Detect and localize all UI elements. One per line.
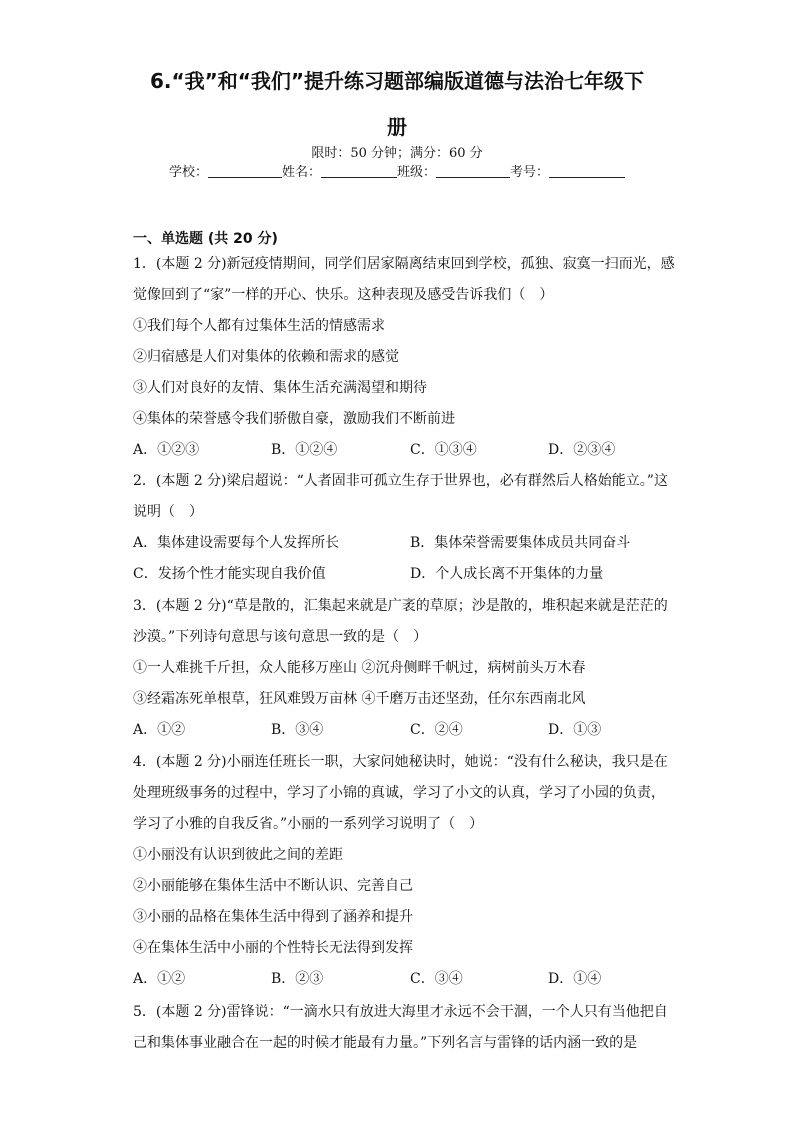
page-title-line1: 6.“我”和“我们”提升练习题部编版道德与法治七年级下 xyxy=(149,69,645,93)
question-4-option-a[interactable]: A．①② xyxy=(133,971,186,987)
question-4-item: ④在集体生活中小丽的个性特长无法得到发挥 xyxy=(133,940,413,956)
question-3-line: 3．(本题 2 分)“草是散的，汇集起来就是广袤的草原；沙是散的，堆积起来就是茫茫的 xyxy=(133,598,668,614)
question-2-option-d[interactable]: D．个人成长离不开集体的力量 xyxy=(410,566,604,582)
question-5-line: 5．(本题 2 分)雷锋说：“一滴水只有放进大海里才永远不会干涸，一个人只有当他把自 xyxy=(133,1004,668,1020)
question-1-line: 1．(本题 2 分)新冠疫情期间，同学们居家隔离结束回到学校，孤独、寂寞一扫而光，感 xyxy=(133,256,675,272)
question-5-line: 己和集体事业融合在一起的时候才能最有力量。”下列名言与雷锋的话内涵一致的是 xyxy=(133,1035,638,1051)
student-info-fields xyxy=(0,164,794,182)
question-1-item: ①我们每个人都有过集体生活的情感需求 xyxy=(133,318,385,334)
exam-no-blank[interactable] xyxy=(549,165,625,178)
name-label: 姓名： xyxy=(281,165,321,180)
question-4-option-c[interactable]: C．③④ xyxy=(410,971,463,987)
section-title: 一、单选题 (共 20 分) xyxy=(133,231,278,247)
question-3-item: ③经霜冻死单根草，狂风难毁万亩林 ④千磨万击还坚劲，任尔东西南北风 xyxy=(133,691,586,707)
time-limit: 限时：50 分钟；满分：60 分 xyxy=(311,146,483,161)
question-1-option-d[interactable]: D．②③④ xyxy=(548,442,616,458)
class-label: 班级： xyxy=(397,165,437,180)
question-3-item: ①一人难挑千斤担，众人能移万座山 ②沉舟侧畔千帆过，病树前头万木春 xyxy=(133,660,586,676)
question-3-option-a[interactable]: A．①② xyxy=(133,722,186,738)
question-4-item: ①小丽没有认识到彼此之间的差距 xyxy=(133,847,343,863)
question-1-item: ③人们对良好的友情、集体生活充满渴望和期待 xyxy=(133,380,427,396)
question-4-option-d[interactable]: D．①④ xyxy=(548,971,602,987)
page-title-line2: 册 xyxy=(387,115,407,139)
question-1-option-c[interactable]: C．①③④ xyxy=(410,442,477,458)
name-blank[interactable] xyxy=(321,165,397,178)
question-1-option-b[interactable]: B．①②④ xyxy=(271,442,338,458)
school-blank[interactable] xyxy=(208,165,282,178)
question-1-option-a[interactable]: A．①②③ xyxy=(133,442,200,458)
class-blank[interactable] xyxy=(436,165,510,178)
question-2-line: 说明（ ） xyxy=(133,504,203,520)
question-4-option-b[interactable]: B．②③ xyxy=(271,971,324,987)
question-1-line: 觉像回到了“家”一样的开心、快乐。这种表现及感受告诉我们（ ） xyxy=(133,287,554,303)
question-1-item: ②归宿感是人们对集体的依赖和需求的感觉 xyxy=(133,349,399,365)
question-4-item: ③小丽的品格在集体生活中得到了涵养和提升 xyxy=(133,909,413,925)
question-2-option-a[interactable]: A．集体建设需要每个人发挥所长 xyxy=(133,535,340,551)
question-4-line: 4．(本题 2 分)小丽连任班长一职，大家问她秘诀时，她说：“没有什么秘诀，我只是在 xyxy=(133,754,668,770)
question-1-item: ④集体的荣誉感令我们骄傲自豪，激励我们不断前进 xyxy=(133,411,455,427)
question-2-option-c[interactable]: C．发扬个性才能实现自我价值 xyxy=(133,566,326,582)
question-2-option-b[interactable]: B．集体荣誉需要集体成员共同奋斗 xyxy=(410,535,631,551)
question-4-item: ②小丽能够在集体生活中不断认识、完善自己 xyxy=(133,878,413,894)
question-3-option-d[interactable]: D．①③ xyxy=(548,722,602,738)
exam-no-label: 考号： xyxy=(510,165,550,180)
question-4-line: 学习了小雅的自我反省。”小丽的一系列学习说明了（ ） xyxy=(133,816,484,832)
question-3-option-b[interactable]: B．③④ xyxy=(271,722,324,738)
question-3-option-c[interactable]: C．②④ xyxy=(410,722,463,738)
question-2-line: 2．(本题 2 分)梁启超说：“人者固非可孤立生存于世界也，必有群然后人格始能立。”这 xyxy=(133,473,668,489)
question-4-line: 处理班级事务的过程中，学习了小锦的真诚，学习了小文的认真，学习了小园的负责， xyxy=(133,785,665,801)
school-label: 学校： xyxy=(168,165,208,180)
question-3-line: 沙漠。”下列诗句意思与该句意思一致的是（ ） xyxy=(133,629,428,645)
